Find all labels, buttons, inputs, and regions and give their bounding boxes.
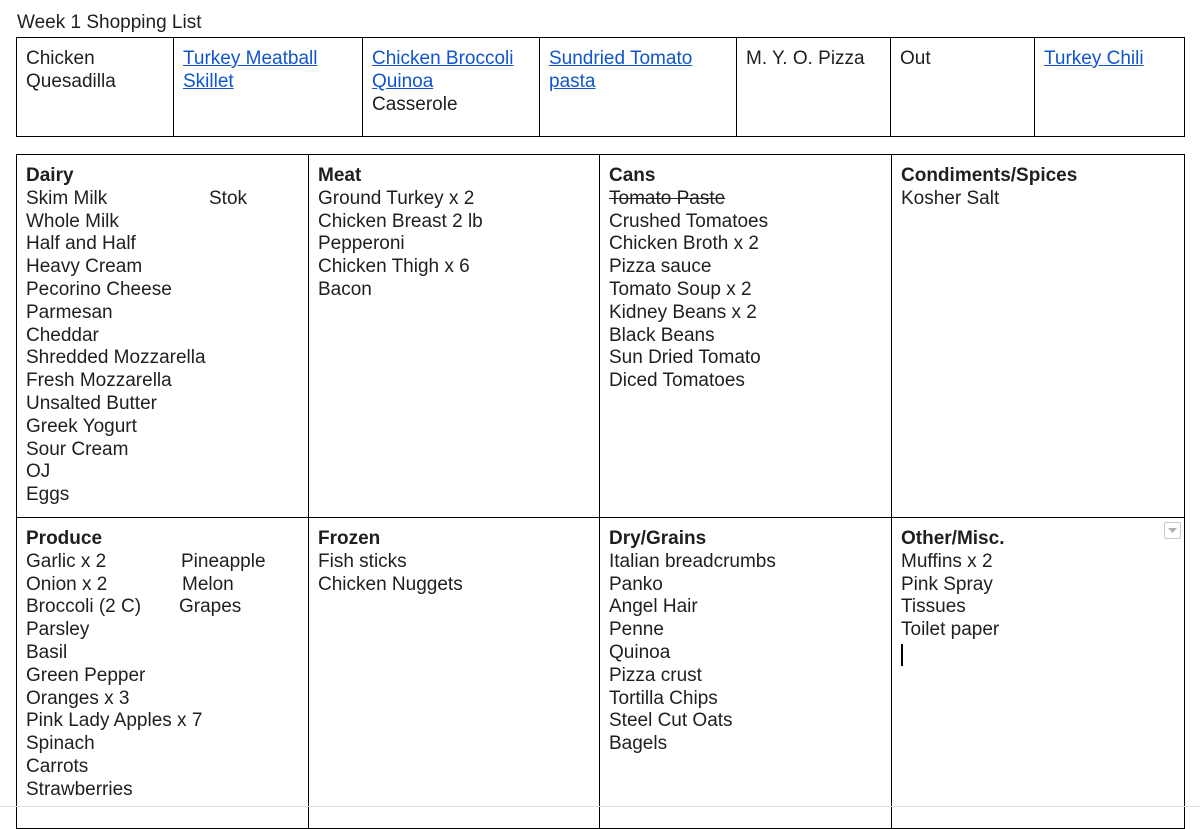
meal-label-suffix: Casserole <box>372 93 458 115</box>
meal-label: M. Y. O. Pizza <box>746 48 865 69</box>
list-item: Chicken Breast 2 lb <box>318 210 483 232</box>
list-item: OJ <box>26 461 51 483</box>
produce-list <box>26 551 299 802</box>
category-cell-produce <box>17 518 309 829</box>
list-item: Pizza crust <box>609 664 702 686</box>
meal-plan-table <box>16 37 1185 137</box>
list-item: Tomato Soup x 2 <box>609 278 752 300</box>
meal-cell <box>363 38 540 137</box>
meal-cell <box>737 38 891 137</box>
list-item: Pizza sauce <box>609 256 712 278</box>
grocery-table <box>16 154 1185 829</box>
grocery-row <box>17 518 1185 829</box>
list-item: Bacon <box>318 278 372 300</box>
list-item: Sour Cream <box>26 438 129 460</box>
list-item: Panko <box>609 573 663 595</box>
list-item: Grapes <box>179 596 242 618</box>
list-item: Muffins x 2 <box>901 550 993 572</box>
list-item: Pink Lady Apples x 7 <box>26 710 203 732</box>
list-item: Carrots <box>26 755 89 777</box>
list-item: Green Pepper <box>26 664 146 686</box>
recipe-link[interactable]: Turkey Meatball Skillet <box>183 48 318 92</box>
struck-list-item: Tomato Paste <box>609 187 726 209</box>
list-item: Eggs <box>26 484 70 506</box>
list-item: Broccoli (2 C) <box>26 596 142 618</box>
list-item: Whole Milk <box>26 210 119 232</box>
meal-plan-row <box>17 38 1185 137</box>
category-heading: Condiments/Spices <box>901 165 1078 186</box>
page-bottom-divider <box>0 806 1200 807</box>
meal-cell <box>17 38 174 137</box>
list-item: Crushed Tomatoes <box>609 210 769 232</box>
list-item: Skim Milk <box>26 187 108 209</box>
list-item: Melon <box>182 573 234 595</box>
list-item: Parmesan <box>26 301 113 323</box>
category-heading: Produce <box>26 528 103 549</box>
category-heading: Other/Misc. <box>901 528 1005 549</box>
text-cursor[interactable] <box>901 642 1175 673</box>
meal-cell <box>174 38 363 137</box>
list-item: Spinach <box>26 733 95 755</box>
category-cell-frozen <box>309 518 600 829</box>
meal-cell <box>891 38 1035 137</box>
list-item: Chicken Broth x 2 <box>609 233 759 255</box>
recipe-link[interactable]: Chicken Broccoli Quinoa <box>372 48 514 92</box>
list-item: Bagels <box>609 733 668 755</box>
list-item: Toilet paper <box>901 619 1000 641</box>
list-item: Pepperoni <box>318 233 405 255</box>
list-item: Kosher Salt <box>901 187 1000 209</box>
list-item: Shredded Mozzarella <box>26 347 206 369</box>
list-item: Parsley <box>26 619 90 641</box>
list-item: Basil <box>26 641 68 663</box>
recipe-link[interactable]: Turkey Chili <box>1044 48 1144 69</box>
category-cell-condiments <box>892 155 1185 518</box>
list-item: Tissues <box>901 596 966 618</box>
category-heading: Frozen <box>318 528 381 549</box>
category-heading: Cans <box>609 165 656 186</box>
list-item: Onion x 2 <box>26 573 108 595</box>
meal-label: Chicken Quesadilla <box>26 48 116 92</box>
list-item: Pink Spray <box>901 573 993 595</box>
meal-label: Out <box>900 48 931 69</box>
list-item: Stok <box>209 187 248 209</box>
list-item: Greek Yogurt <box>26 415 137 437</box>
category-heading: Dairy <box>26 165 74 186</box>
dairy-list <box>26 188 299 507</box>
list-item: Ground Turkey x 2 <box>318 187 475 209</box>
list-item: Italian breadcrumbs <box>609 550 776 572</box>
list-item: Pineapple <box>181 550 266 572</box>
list-item: Chicken Nuggets <box>318 573 463 595</box>
list-item: Fish sticks <box>318 550 407 572</box>
list-item: Steel Cut Oats <box>609 710 733 732</box>
meal-cell <box>540 38 737 137</box>
category-cell-cans <box>600 155 892 518</box>
category-cell-dairy <box>17 155 309 518</box>
chevron-down-icon[interactable] <box>1164 522 1181 539</box>
list-item: Tortilla Chips <box>609 687 718 709</box>
produce-side-list <box>181 551 266 619</box>
list-item: Chicken Thigh x 6 <box>318 256 470 278</box>
list-item: Strawberries <box>26 778 133 800</box>
list-item: Diced Tomatoes <box>609 370 745 392</box>
list-item: Black Beans <box>609 324 715 346</box>
list-item: Heavy Cream <box>26 256 143 278</box>
list-item: Unsalted Butter <box>26 392 157 414</box>
category-cell-other[interactable] <box>892 518 1185 829</box>
list-item: Quinoa <box>609 641 671 663</box>
category-cell-dry <box>600 518 892 829</box>
dairy-side-list <box>209 188 247 211</box>
list-item: Half and Half <box>26 233 136 255</box>
document-title: Week 1 Shopping List <box>17 12 202 33</box>
list-item: Kidney Beans x 2 <box>609 301 757 323</box>
list-item: Angel Hair <box>609 596 698 618</box>
list-item: Penne <box>609 619 664 641</box>
list-item: Pecorino Cheese <box>26 278 172 300</box>
category-cell-meat <box>309 155 600 518</box>
list-item: Garlic x 2 <box>26 550 107 572</box>
list-item: Oranges x 3 <box>26 687 130 709</box>
recipe-link[interactable]: Sundried Tomato pasta <box>549 48 693 92</box>
list-item: Fresh Mozzarella <box>26 370 172 392</box>
category-heading: Dry/Grains <box>609 528 707 549</box>
list-item: Cheddar <box>26 324 99 346</box>
list-item: Sun Dried Tomato <box>609 347 761 369</box>
meal-cell <box>1035 38 1185 137</box>
category-heading: Meat <box>318 165 362 186</box>
grocery-row <box>17 155 1185 518</box>
